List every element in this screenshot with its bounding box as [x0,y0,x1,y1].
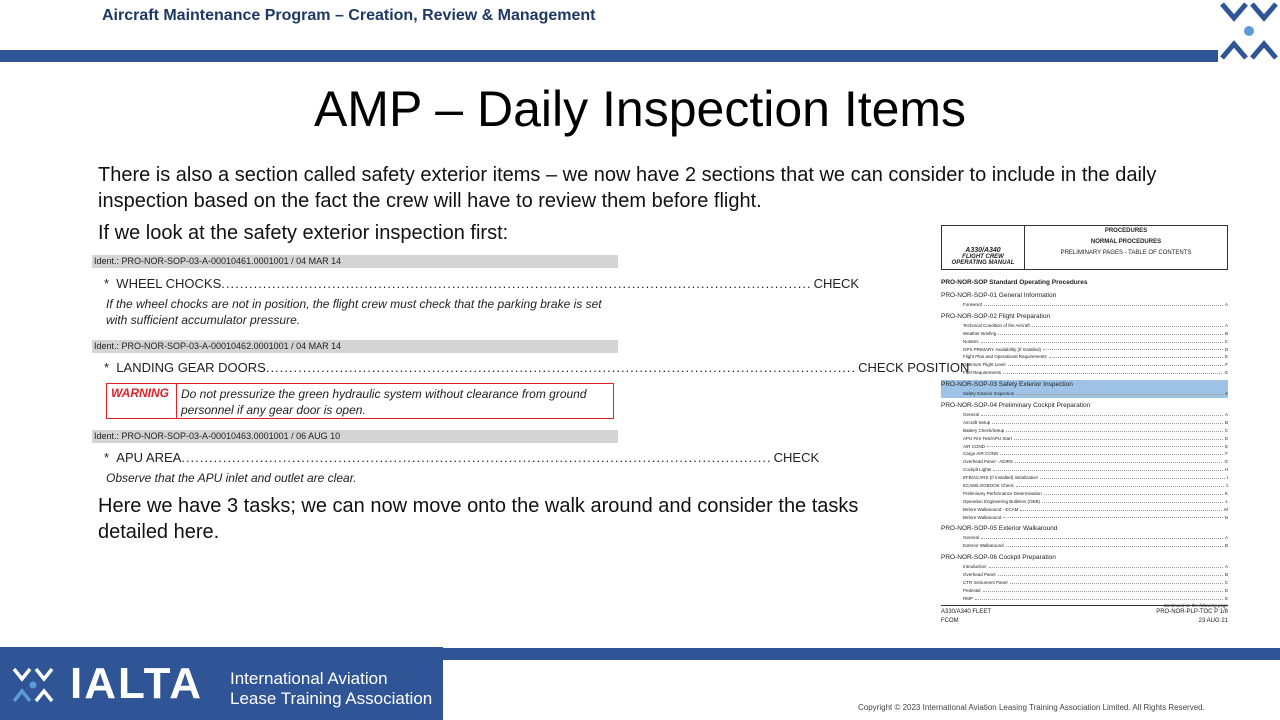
toc-entry-label: Overhead Panel - ADIRS [963,459,1014,465]
toc-entry-label: Safety Exterior Inspection [963,391,1015,397]
toc-entry [941,427,1228,435]
toc-leader [1016,390,1223,395]
toc-entry-label: Introduction [963,564,987,570]
toc-entry [941,322,1228,330]
paragraph-intro: There is also a section called safety exterior items – we now have 2 sections that we can consider to include in the daily inspection based on the fact the crew will have to review them before flight. [98,164,1157,212]
header-title: Aircraft Maintenance Program – Creation, Review & Management [102,7,596,24]
toc-section-title: PRO-NOR-SOP-04 Preliminary Cockpit Preparation [941,402,1091,410]
toc-leader [1015,458,1222,463]
toc-leader [1006,542,1223,547]
bottom-accent-bar [443,648,1280,660]
toc-header-manual: A330/A340 FLIGHT CREW OPERATING MANUAL [942,226,1025,269]
toc-entry-code: M [1224,506,1228,512]
toc-entry-code: A [1224,564,1228,570]
warning-text: Do not pressurize the green hydraulic system without clearance from ground personnel if any gear door is open. [181,387,587,417]
toc-leader [1016,482,1224,487]
slide-title: AMP – Daily Inspection Items [313,81,967,137]
toc-entry [941,390,1228,398]
toc-entry-code: B [1224,419,1228,425]
brand-line-2: Lease Training Association [230,689,433,708]
toc-entry-label: Fuel Requirements [963,370,1002,376]
toc-leader [1042,498,1223,503]
toc-entry-code: A [1224,535,1228,541]
toc-entry [941,346,1228,354]
toc-entry [941,498,1228,506]
toc-leader [998,571,1223,576]
toc-entry [941,587,1228,595]
toc-entry-code: K [1224,490,1228,496]
toc-section-title: PRO-NOR-SOP-02 Flight Preparation [941,312,1051,320]
toc-entry-code: B [1224,543,1228,549]
toc-leader [1000,450,1223,455]
toc-entry [941,419,1228,427]
toc-entry-code: E [1224,354,1228,360]
ialta-logo-icon [1218,0,1280,62]
toc-entry-code: B [1224,330,1228,336]
toc-entry-label: Preliminary Performance Determination [963,490,1042,496]
toc-entry [941,595,1228,603]
toc-leader [981,534,1223,539]
toc-entry-label: Notams [963,338,979,344]
toc-entry-label: Operation Engineering Bulletins (OEB) [963,498,1041,504]
warning-label: WARNING [107,384,177,418]
toc-leader [984,301,1223,306]
toc-footer: A330/A340 FLEET PRO-NOR-PLP-TOC P 1/8 FCOM 23 AUG 21 [941,605,1228,627]
item-note: If the wheel chocks are not in position, the flight crew must check that the parking brake is set with sufficient accumulator pressure. [106,297,602,327]
toc-entry [941,435,1228,443]
toc-entry [941,361,1228,369]
item-action: CHECK [813,276,860,291]
toc-section-title: PRO-NOR-SOP-03 Safety Exterior Inspection [941,380,1228,390]
toc-entry-label: ECAM/LOGBOOK Check [963,483,1014,489]
toc-continued: Continued on the following page [1163,602,1228,608]
toc-entry-code: A [1224,412,1228,418]
toc-leader [1003,514,1222,519]
toc-entry-label: General [963,535,980,541]
toc-body [941,275,1228,610]
toc-entry [941,458,1228,466]
checklist-item [104,450,820,465]
toc-leader [975,595,1223,600]
toc-entry-code: C [1224,580,1228,586]
toc-entry-code: B [1224,572,1228,578]
toc-entry [941,542,1228,550]
toc-leader [983,587,1223,592]
toc-entry [941,571,1228,579]
toc-entry [941,369,1228,377]
ialta-brand-icon [12,665,56,705]
toc-entry-code: G [1224,370,1228,376]
toc-entry [941,411,1228,419]
toc-leader [981,411,1223,416]
paragraph-lead: If we look at the safety exterior inspection first: [98,222,509,244]
toc-entry-code: G [1224,459,1228,465]
toc-entry-label: CTR Instrument Panel [963,580,1008,586]
leader-dots: ................................................................................................................................ [265,360,857,375]
toc-entry-label: APU Fire Test/APU Start [963,435,1012,441]
toc-entry [941,534,1228,542]
toc-leader [981,338,1223,343]
toc-entry [941,579,1228,587]
toc-entry-label: Weather Briefing [963,330,997,336]
item-action: CHECK [773,450,820,465]
toc-entry-label: Optimum Flight Level [963,362,1006,368]
toc-leader [989,563,1223,568]
toc-entry-label: EFB/ACARS (If Installed) Initialization [963,475,1039,481]
checklist-item [104,276,860,291]
toc-entry-label: Flight Plan and Operational Requirements [963,354,1047,360]
toc-entry-code: F [1225,451,1228,457]
toc-leader [1040,474,1225,479]
item-action: CHECK POSITION [858,360,970,375]
toc-leader [1014,435,1223,440]
toc-entry-code: N [1224,514,1228,520]
toc-leader [993,466,1222,471]
toc-entry-label: Technical Condition of the Aircraft [963,322,1030,328]
toc-entry-code: C [1224,427,1228,433]
toc-entry-code: H [1224,467,1228,473]
toc-entry-code: A [1224,302,1228,307]
toc-leader [1003,369,1222,374]
toc-leader [1044,490,1223,495]
paragraph-conclusion: Here we have 3 tasks; we can now move onto the walk around and consider the tasks detailed here. [98,495,859,543]
leader-dots: ................................................................................................................................ [221,276,812,291]
toc-entry [941,466,1228,474]
toc-entry [941,338,1228,346]
item-note: Observe that the APU inlet and outlet are clear. [106,471,357,485]
toc-section-title: PRO-NOR-SOP-06 Cockpit Preparation [941,554,1056,562]
toc-section-title: PRO-NOR-SOP-01 General Information [941,292,1057,299]
toc-entry-code: D [1224,435,1228,441]
toc-entry-label: Cockpit Lights [963,467,992,473]
leader-dots: ................................................................................................................................ [181,450,772,465]
toc-leader [998,330,1223,335]
warning-box [106,383,614,419]
bullet: * [104,450,110,465]
toc-entry-code: L [1225,498,1228,504]
toc-entry-label: Pedestal [963,587,981,593]
toc-header-titles: PROCEDURES NORMAL PROCEDURES PRELIMINARY PAGES - TABLE OF CONTENTS [1060,228,1192,256]
brand-line-1: International Aviation [230,669,388,688]
toc-entry-code: I [1226,475,1228,481]
fcom-toc-page [938,225,1230,627]
toc-leader [1008,361,1224,366]
toc-entry-code: A [1224,391,1228,397]
toc-entry-label: Before Walkaround [963,514,1002,520]
top-accent-bar [0,50,1218,62]
toc-entry-label: General [963,412,980,418]
ident-line: Ident.: PRO-NOR-SOP-03-A-00010461.0001001 / 04 MAR 14 [92,255,618,268]
bullet: * [104,360,110,375]
item-label: WHEEL CHOCKS [116,276,222,291]
toc-entry-label: RMP [963,595,973,601]
checklist-item [104,360,970,375]
toc-leader [992,419,1223,424]
copyright-notice: Copyright © 2023 International Aviation Leasing Training Association Limited. All Rights Reserved. [858,703,1205,712]
toc-leader [1020,506,1222,511]
toc-entry [941,490,1228,498]
toc-entry-code: E [1224,443,1228,449]
toc-entry [941,301,1228,309]
toc-entry [941,506,1228,514]
toc-entry-label: Foreword [963,302,983,307]
toc-leader [1043,346,1223,351]
ident-line: Ident.: PRO-NOR-SOP-03-A-00010462.0001001 / 04 MAR 14 [92,340,618,353]
toc-entry-label: AIR COND [963,443,986,449]
toc-main-title: PRO-NOR-SOP Standard Operating Procedures [941,279,1088,286]
footer-brand [0,647,443,720]
toc-entry [941,450,1228,458]
toc-entry [941,482,1228,490]
toc-entry-code: C [1224,338,1228,344]
toc-entry-label: Before Walkaround - ECAM [963,506,1019,512]
fcom-excerpt [92,255,970,485]
toc-entry-code: E [1224,595,1228,601]
toc-entry-label: Cargo AIR COND [963,451,999,457]
toc-entry-label: Battery Check/Setup [963,427,1005,433]
brand-name: IALTA [70,659,203,708]
toc-header [941,225,1228,270]
toc-entry-code: A [1224,322,1228,328]
toc-entry [941,514,1228,522]
toc-entry-label: Exterior Walkaround [963,543,1004,549]
ident-line: Ident.: PRO-NOR-SOP-03-A-00010463.0001001 / 06 AUG 10 [92,430,618,443]
toc-section-title: PRO-NOR-SOP-05 Exterior Walkaround [941,525,1058,533]
toc-entry-label: GPS PRIMARY Availability (If Installed) [963,346,1042,352]
toc-entry [941,353,1228,361]
toc-leader [1049,353,1223,358]
toc-leader [1006,427,1222,432]
item-label: APU AREA [116,450,182,465]
toc-entry-code: J [1225,483,1228,489]
toc-entry-code: D [1224,587,1228,593]
toc-entry-code: F [1225,362,1228,368]
toc-leader [987,443,1223,448]
toc-entry [941,474,1228,482]
toc-entry-label: Overhead Panel [963,572,996,578]
toc-entry-label: Aircraft Setup [963,419,991,425]
toc-entry-code: D [1224,346,1228,352]
toc-entry [941,330,1228,338]
toc-entry [941,443,1228,451]
toc-entry [941,563,1228,571]
toc-leader [1032,322,1223,327]
toc-leader [1010,579,1223,584]
item-label: LANDING GEAR DOORS [116,360,266,375]
bullet: * [104,276,110,291]
